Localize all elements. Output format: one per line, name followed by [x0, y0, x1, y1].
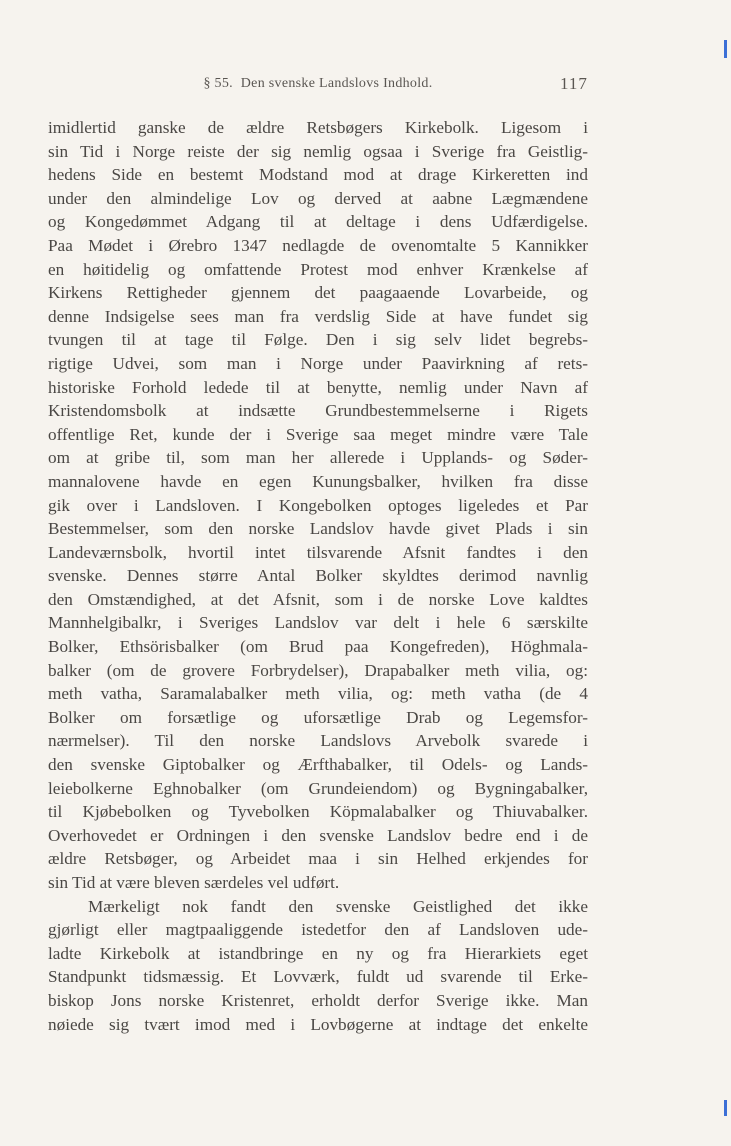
scan-edge-mark: [724, 1100, 727, 1116]
text-line: denne Indsigelse sees man fra verdslig Side at have fundet sig: [48, 306, 588, 326]
text-line: ældre Retsbøger, og Arbeidet maa i sin Helhed erkjendes for: [48, 849, 588, 869]
text-line: og Kongedømmet Adgang til at deltage i dens Udfærdigelse.: [48, 212, 588, 232]
text-line: Bolker om forsætlige og uforsætlige Drab og Legemsfor-: [48, 707, 588, 727]
text-line: leiebolkerne Eghnobalker (om Grundeiendom) og Bygningabalker,: [48, 778, 588, 798]
text-line: nøiede sig tvært imod med i Lovbøgerne at indtage det enkelte: [48, 1014, 588, 1034]
paragraph-start-line: Mærkeligt nok fandt den svenske Geistlighed det ikke: [88, 896, 588, 916]
text-line: under den almindelige Lov og derved at aabne Lægmændene: [48, 188, 588, 208]
running-header: [48, 76, 588, 92]
text-line: gik over i Landsloven. I Kongebolken optoges ligeledes et Par: [48, 495, 588, 515]
text-line: biskop Jons norske Kristenret, erholdt derfor Sverige ikke. Man: [48, 990, 588, 1010]
text-line: Kristendomsbolk at indsætte Grundbestemmelserne i Rigets: [48, 401, 588, 421]
section-number: § 55.: [203, 76, 233, 91]
text-line: hedens Side en bestemt Modstand mod at drage Kirkeretten ind: [48, 165, 588, 185]
text-line: Paa Mødet i Ørebro 1347 nedlagde de ovenomtalte 5 Kannikker: [48, 235, 588, 255]
text-line: en høitidelig og omfattende Protest mod enhver Krænkelse af: [48, 259, 588, 279]
text-line: rigtige Udvei, som man i Norge under Paavirkning af rets-: [48, 353, 588, 373]
text-line: historiske Forhold ledede til at benytte, nemlig under Navn af: [48, 377, 588, 397]
text-line: Overhovedet er Ordningen i den svenske Landslov bedre end i de: [48, 825, 588, 845]
text-line: Kirkens Rettigheder gjennem det paagaaende Lovarbeide, og: [48, 283, 588, 303]
text-line: balker (om de grovere Forbrydelser), Drapabalker meth vilia, og:: [48, 660, 588, 680]
scan-edge-mark: [724, 40, 727, 58]
text-line: gjørligt eller magtpaaliggende istedetfor den af Landsloven ude-: [48, 920, 588, 940]
body-text: [48, 116, 588, 1036]
text-line: Bestemmelser, som den norske Landslov havde givet Plads i sin: [48, 519, 588, 539]
text-line: meth vatha, Saramalabalker meth vilia, og: meth vatha (de 4: [48, 684, 588, 704]
text-line: imidlertid ganske de ældre Retsbøgers Kirkebolk. Ligesom i: [48, 118, 588, 137]
text-line: om at gribe til, som man her allerede i Upplands- og Søder-: [48, 448, 588, 468]
paragraph-end-line: sin Tid at være bleven særdeles vel udført.: [48, 873, 340, 892]
text-line: mannalovene havde en egen Kunungsbalker, hvilken fra disse: [48, 471, 588, 491]
text-line: Landeværnsbolk, hvortil intet tilsvarende Afsnit fandtes i den: [48, 542, 588, 562]
text-line: Mannhelgibalkr, i Sveriges Landslov var delt i hele 6 særskilte: [48, 613, 588, 633]
text-line: Standpunkt tidsmæssig. Et Lovværk, fuldt ud svarende til Erke-: [48, 967, 588, 987]
page-number: 117: [560, 74, 588, 93]
text-line: den Omstændighed, at det Afsnit, som i de norske Love kaldtes: [48, 589, 588, 609]
text-line: Bolker, Ethsörisbalker (om Brud paa Kongefreden), Höghmala-: [48, 637, 588, 657]
text-line: tvungen til at tage til Følge. Den i sig selv lidet begrebs-: [48, 330, 588, 350]
text-line: ladte Kirkebolk at istandbringe en ny og fra Hierarkiets eget: [48, 943, 588, 963]
text-line: offentlige Ret, kunde der i Sverige saa meget mindre være Tale: [48, 424, 588, 444]
text-line: til Kjøbebolken og Tyvebolken Köpmalabalker og Thiuvabalker.: [48, 802, 588, 822]
text-line: sin Tid i Norge reiste der sig nemlig ogsaa i Sverige fra Geistlig-: [48, 141, 588, 161]
text-line: nærmelser). Til den norske Landslovs Arvebolk svarede i: [48, 731, 588, 751]
text-line: svenske. Dennes større Antal Bolker skyldtes derimod navnlig: [48, 566, 588, 586]
text-line: den svenske Giptobalker og Ærfthabalker, til Odels- og Lands-: [48, 755, 588, 775]
running-title: Den svenske Landslovs Indhold.: [240, 76, 433, 91]
